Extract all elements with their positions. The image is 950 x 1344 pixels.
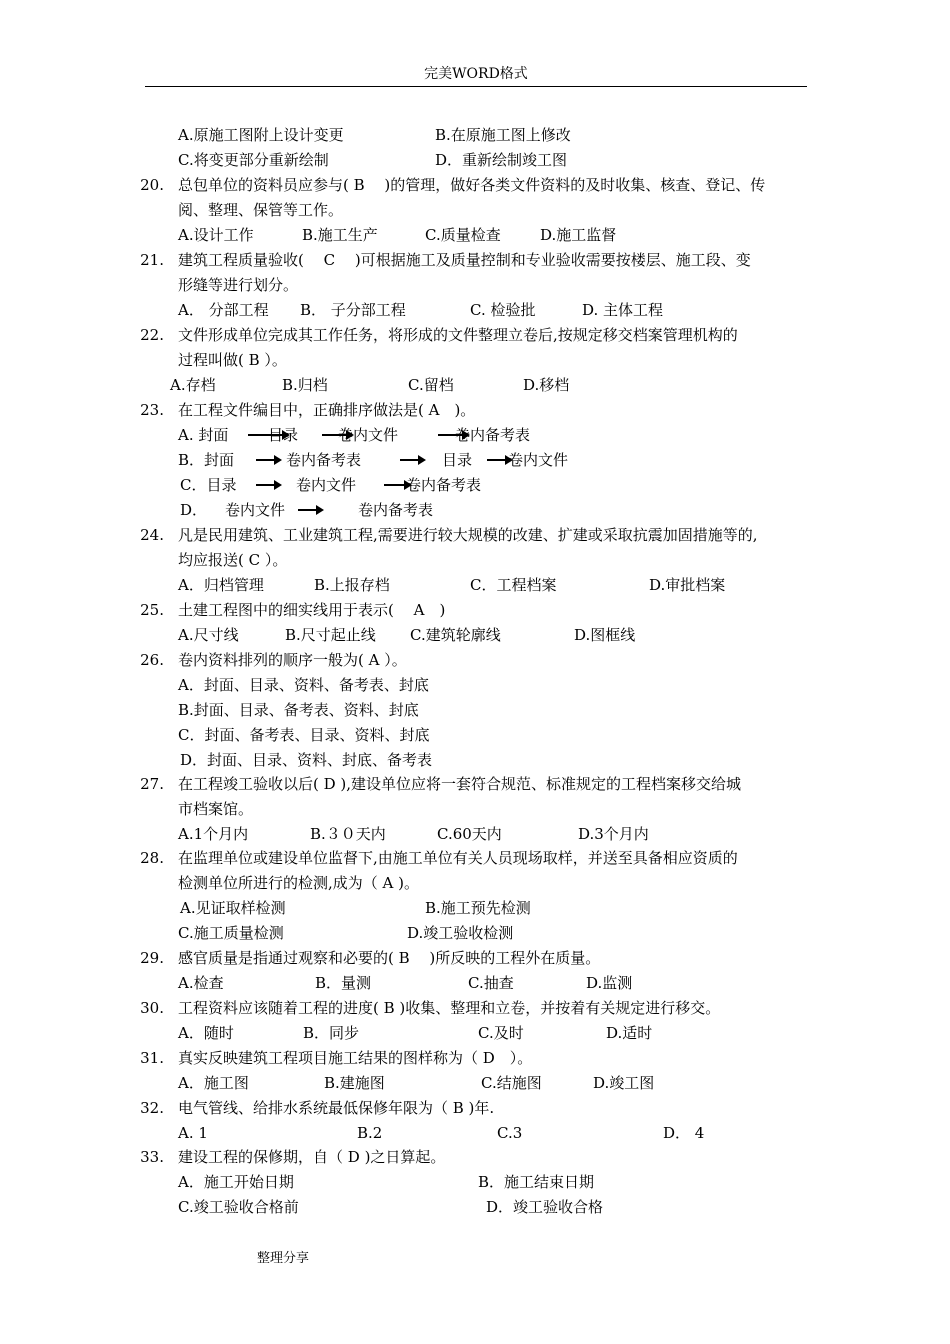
q25-text: 土建工程图中的细实线用于表示( A ) — [178, 601, 446, 619]
q21-option-d: D. 主体工程 — [582, 301, 664, 319]
q29-option-c: C.抽查 — [468, 974, 514, 992]
q33-text: 建设工程的保修期，自（ D )之日算起。 — [178, 1148, 446, 1166]
arrow-icon — [298, 509, 322, 511]
q31-text: 真实反映建筑工程项目施工结果的图样称为（ D ）。 — [178, 1049, 533, 1067]
q25-option-c: C.建筑轮廓线 — [410, 626, 501, 644]
q29-text: 感官质量是指通过观察和必要的( B )所反映的工程外在质量。 — [178, 949, 601, 967]
q24-option-d: D.审批档案 — [649, 576, 726, 594]
q29-number: 29. — [140, 949, 164, 967]
q23-number: 23. — [140, 401, 164, 419]
q19-option-d: D．重新绘制竣工图 — [435, 151, 568, 169]
arrow-icon — [400, 459, 424, 461]
q27-text-cont: 市档案馆。 — [178, 800, 254, 818]
q33-option-c: C.竣工验收合格前 — [178, 1198, 299, 1216]
q28-option-d: D.竣工验收检测 — [407, 924, 514, 942]
q23-b-item: 卷内文件 — [508, 451, 569, 469]
q32-number: 32. — [140, 1099, 164, 1117]
q23-text: 在工程文件编目中，正确排序做法是( A )。 — [178, 401, 476, 419]
q31-number: 31. — [140, 1049, 164, 1067]
q22-option-d: D.移档 — [523, 376, 570, 394]
q26-option-a: A．封面、目录、资料、备考表、封底 — [178, 676, 429, 694]
q24-option-c: C．工程档案 — [470, 576, 557, 594]
q19-option-b: B.在原施工图上修改 — [435, 126, 571, 144]
q25-number: 25. — [140, 601, 164, 619]
q23-a-item: 卷内文件 — [338, 426, 399, 444]
q26-option-d: D．封面、目录、资料、封底、备考表 — [180, 751, 433, 769]
q23-d-item: 卷内备考表 — [358, 501, 434, 519]
q27-option-b: B.３０天内 — [310, 825, 386, 843]
q31-option-b: B.建施图 — [324, 1074, 385, 1092]
q29-option-d: D.监测 — [586, 974, 633, 992]
q23-a-item: 目录 — [268, 426, 299, 444]
q33-number: 33. — [140, 1148, 164, 1166]
q24-option-b: B.上报存档 — [314, 576, 390, 594]
q28-option-c: C.施工质量检测 — [178, 924, 284, 942]
q20-text-cont: 阅、整理、保管等工作。 — [178, 201, 344, 219]
q23-c-label: C．目录 — [180, 476, 237, 494]
q23-a-label: A. 封面 — [178, 426, 229, 444]
q30-option-d: D.适时 — [606, 1024, 653, 1042]
q28-option-a: A.见证取样检测 — [180, 899, 286, 917]
q30-number: 30. — [140, 999, 164, 1017]
q28-text-cont: 检测单位所进行的检测,成为（ A )。 — [178, 874, 419, 892]
q27-option-d: D.3个月内 — [578, 825, 649, 843]
q31-option-d: D.竣工图 — [593, 1074, 655, 1092]
q28-option-b: B.施工预先检测 — [425, 899, 531, 917]
q21-text-cont: 形缝等进行划分。 — [178, 276, 299, 294]
q20-option-d: D.施工监督 — [540, 226, 617, 244]
arrow-icon — [256, 459, 280, 461]
q20-option-c: C.质量检查 — [425, 226, 501, 244]
q32-text: 电气管线、给排水系统最低保修年限为（ B )年. — [178, 1099, 495, 1117]
q19-option-c: C.将变更部分重新绘制 — [178, 151, 329, 169]
q29-option-a: A.检查 — [178, 974, 224, 992]
q32-option-a: A. 1 — [178, 1124, 208, 1142]
q20-number: 20. — [140, 176, 164, 194]
q27-text: 在工程竣工验收以后( D ),建设单位应将一套符合规范、标准规定的工程档案移交给城 — [178, 775, 742, 793]
q31-option-a: A．施工图 — [178, 1074, 249, 1092]
q27-number: 27. — [140, 775, 164, 793]
q20-option-b: B.施工生产 — [302, 226, 378, 244]
q32-option-d: D． 4 — [663, 1124, 705, 1142]
q23-c-item: 卷内备考表 — [406, 476, 482, 494]
q22-text-cont: 过程叫做( B ）。 — [178, 351, 287, 369]
q23-b-item: 卷内备考表 — [286, 451, 362, 469]
q22-option-a: A.存档 — [170, 376, 216, 394]
q21-option-c: C. 检验批 — [470, 301, 536, 319]
q25-option-b: B.尺寸起止线 — [285, 626, 376, 644]
arrow-icon — [256, 484, 280, 486]
q25-option-d: D.图框线 — [574, 626, 636, 644]
q24-text-cont: 均应报送( C ）。 — [178, 551, 288, 569]
q29-option-b: B．量测 — [315, 974, 372, 992]
q22-option-c: C.留档 — [408, 376, 454, 394]
page-footer: 整理分享 — [257, 1251, 310, 1266]
q20-option-a: A.设计工作 — [178, 226, 254, 244]
q22-option-b: B.归档 — [282, 376, 328, 394]
q27-option-a: A.1个月内 — [178, 825, 249, 843]
q21-option-b: B． 子分部工程 — [300, 301, 406, 319]
q20-text: 总包单位的资料员应参与( B )的管理，做好各类文件资料的及时收集、核查、登记、传 — [178, 176, 766, 194]
q24-text: 凡是民用建筑、工业建筑工程,需要进行较大规模的改建、扩建或采取抗震加固措施等的, — [178, 526, 758, 544]
q27-option-c: C.60天内 — [437, 825, 502, 843]
q28-text: 在监理单位或建设单位监督下,由施工单位有关人员现场取样，并送至具备相应资质的 — [178, 849, 738, 867]
q23-a-item: 卷内备考表 — [455, 426, 531, 444]
q21-number: 21. — [140, 251, 164, 269]
q23-d-label: D． — [180, 501, 208, 519]
q28-number: 28. — [140, 849, 164, 867]
q24-option-a: A．归档管理 — [178, 576, 264, 594]
q23-d-item: 卷内文件 — [225, 501, 286, 519]
q25-option-a: A.尺寸线 — [178, 626, 239, 644]
q19-option-a: A.原施工图附上设计变更 — [178, 126, 344, 144]
q21-option-a: A． 分部工程 — [178, 301, 269, 319]
q23-b-item: 目录 — [442, 451, 473, 469]
q23-b-label: B．封面 — [178, 451, 235, 469]
q33-option-d: D．竣工验收合格 — [486, 1198, 604, 1216]
page-header: 完美WORD格式 — [145, 64, 807, 87]
q30-option-b: B．同步 — [303, 1024, 360, 1042]
q26-option-b: B.封面、目录、备考表、资料、封底 — [178, 701, 419, 719]
q26-text: 卷内资料排列的顺序一般为( A ）。 — [178, 651, 407, 669]
q33-option-b: B．施工结束日期 — [478, 1173, 595, 1191]
q22-text: 文件形成单位完成其工作任务，将形成的文件整理立卷后,按规定移交档案管理机构的 — [178, 326, 738, 344]
q31-option-c: C.结施图 — [481, 1074, 542, 1092]
q24-number: 24. — [140, 526, 164, 544]
q30-text: 工程资料应该随着工程的进度( B )收集、整理和立卷，并按着有关规定进行移交。 — [178, 999, 721, 1017]
q22-number: 22. — [140, 326, 164, 344]
q32-option-b: B.2 — [357, 1124, 383, 1142]
q30-option-c: C.及时 — [478, 1024, 524, 1042]
q33-option-a: A．施工开始日期 — [178, 1173, 294, 1191]
q32-option-c: C.3 — [497, 1124, 523, 1142]
q21-text: 建筑工程质量验收( C )可根据施工及质量控制和专业验收需要按楼层、施工段、变 — [178, 251, 751, 269]
q30-option-a: A．随时 — [178, 1024, 234, 1042]
q26-number: 26. — [140, 651, 164, 669]
q23-c-item: 卷内文件 — [296, 476, 357, 494]
q26-option-c: C．封面、备考表、目录、资料、封底 — [178, 726, 430, 744]
